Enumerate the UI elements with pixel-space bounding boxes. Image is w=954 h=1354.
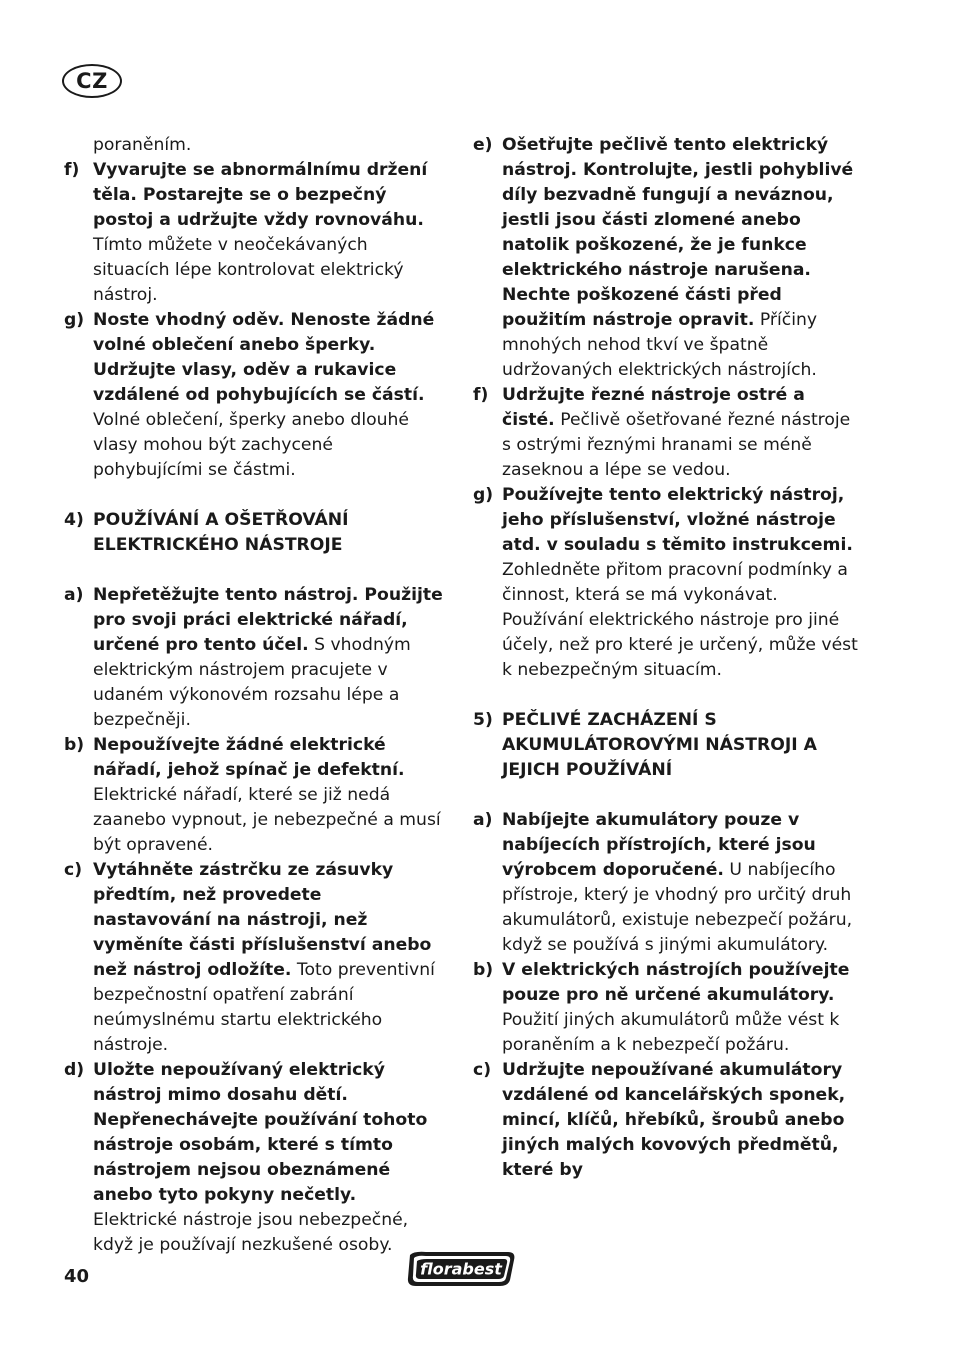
section-number: 5) bbox=[473, 710, 493, 730]
item-normal-text: Volné oblečení, šperky anebo dlouhé vlasy mohou být zachycené pohybujícími se částmi. bbox=[93, 410, 409, 480]
item-bold-text: Ošetřujte pečlivě tento elektrický nástroj. Kontrolujte, jestli pohyblivé díly bezvadně fungují a neváznou, jestli jsou části zlomené anebo natolik poškozené, že je funkce elektrického nástroje narušena. Nechte poškozené části před použitím nástroje opravit. bbox=[502, 135, 854, 330]
item-label: f) bbox=[64, 160, 80, 180]
left-column bbox=[64, 133, 444, 1258]
item-text bbox=[93, 583, 444, 733]
item-bold-text: Vytáhněte zástrčku ze zásuvky předtím, než provedete nastavování na nástroji, než vyměníte části příslušenství anebo než nástroj odložíte. bbox=[93, 860, 432, 980]
section-title: POUŽÍVÁNÍ A OŠETŘOVÁNÍ ELEKTRICKÉHO NÁSTROJE bbox=[93, 510, 349, 555]
list-item-c bbox=[64, 858, 444, 1058]
item-bold-text: Udržujte řezné nástroje ostré a čisté. bbox=[502, 385, 805, 430]
item-normal-text: U nabíjecího přístroje, který je vhodný pro určitý druh akumulátorů, existuje nebezpečí požáru, když se používá s jinými akumulátory. bbox=[502, 860, 853, 955]
florabest-logo bbox=[404, 1249, 518, 1289]
item-label: d) bbox=[64, 1060, 85, 1080]
item-normal-text: Elektrické nástroje jsou nebezpečné, když je používají nezkušené osoby. bbox=[93, 1210, 409, 1255]
item-normal-text: Příčiny mnohých nehod tkví ve špatně udržovaných elektrických nástrojích. bbox=[502, 310, 818, 380]
list-item-b bbox=[64, 733, 444, 858]
item-bold-text: Udržujte nepoužívané akumulátory vzdálené od kancelářských sponek, mincí, klíčů, hřebíků, šroubů anebo jiných malých kovových předmětů, které by bbox=[502, 1060, 846, 1180]
list-item-c bbox=[473, 1058, 863, 1183]
section-heading-5 bbox=[473, 708, 863, 783]
list-item-b bbox=[473, 958, 863, 1058]
item-label: b) bbox=[64, 735, 85, 755]
item-text bbox=[93, 158, 444, 308]
section-number: 4) bbox=[64, 510, 84, 530]
item-text bbox=[502, 383, 863, 483]
list-item-g bbox=[64, 308, 444, 483]
item-text bbox=[93, 1058, 444, 1258]
item-text bbox=[502, 483, 863, 683]
section-heading-4 bbox=[64, 508, 444, 558]
item-bold-text: Uložte nepoužívaný elektrický nástroj mimo dosahu dětí. Nepřenechávejte používání tohoto nástroje osobám, které s tímto nástrojem nejsou obeznámené anebo tyto pokyny nečetly. bbox=[93, 1060, 428, 1205]
item-text bbox=[93, 858, 444, 1058]
right-column bbox=[473, 133, 863, 1183]
item-label: c) bbox=[64, 860, 83, 880]
item-normal-text: Zohledněte přitom pracovní podmínky a činnost, která se má vykonávat. Používání elektrického nástroje pro jiné účely, než pro které je určený, může vést k nebezpečným situacím. bbox=[502, 560, 858, 680]
list-item-f bbox=[473, 383, 863, 483]
item-text bbox=[502, 958, 863, 1058]
item-normal-text: Elektrické nářadí, které se již nedá zaanebo vypnout, je nebezpečné a musí být opravené. bbox=[93, 785, 441, 855]
list-item-f bbox=[64, 158, 444, 308]
item-bold-text: Nepoužívejte žádné elektrické nářadí, jehož spínač je defektní. bbox=[93, 735, 405, 780]
item-label: g) bbox=[64, 310, 85, 330]
list-item-a bbox=[64, 583, 444, 733]
item-bold-text: Používejte tento elektrický nástroj, jeho příslušenství, vložné nástroje atd. v souladu s těmito instrukcemi. bbox=[502, 485, 853, 555]
item-label: a) bbox=[473, 810, 493, 830]
item-label: c) bbox=[473, 1060, 492, 1080]
item-text bbox=[93, 308, 444, 483]
item-text bbox=[502, 1058, 863, 1183]
item-bold-text: Noste vhodný oděv. Nenoste žádné volné oblečení anebo šperky. Udržujte vlasy, oděv a rukavice vzdálené od pohybujících se částí. bbox=[93, 310, 435, 405]
item-label: b) bbox=[473, 960, 494, 980]
item-text bbox=[93, 733, 444, 858]
list-item-g bbox=[473, 483, 863, 683]
page-number: 40 bbox=[64, 1266, 90, 1287]
item-normal-text: Použití jiných akumulátorů může vést k poraněním a k nebezpečí požáru. bbox=[502, 1010, 840, 1055]
item-bold-text: Nepřetěžujte tento nástroj. Použijte pro svoji práci elektrické nářadí, určené pro tento účel. bbox=[93, 585, 443, 655]
item-label: e) bbox=[473, 135, 493, 155]
item-normal-text: Tímto můžete v neočekávaných situacích lépe kontrolovat elektrický nástroj. bbox=[93, 235, 404, 305]
item-bold-text: Nabíjejte akumulátory pouze v nabíjecích přístrojích, které jsou výrobcem doporučené. bbox=[502, 810, 816, 880]
list-item-e bbox=[473, 133, 863, 383]
item-normal-text: Pečlivě ošetřované řezné nástroje s ostrými řeznými hranami se méně zaseknou a lépe se vedou. bbox=[502, 410, 851, 480]
item-normal-text: Toto preventivní bezpečnostní opatření zabrání neúmyslnému startu elektrického nástroje. bbox=[93, 960, 435, 1055]
list-item-d bbox=[64, 1058, 444, 1258]
item-bold-text: V elektrických nástrojích používejte pouze pro ně určené akumulátory. bbox=[502, 960, 850, 1005]
item-label: g) bbox=[473, 485, 494, 505]
item-text bbox=[502, 133, 863, 383]
logo-text: florabest bbox=[420, 1259, 502, 1279]
item-normal-text: S vhodným elektrickým nástrojem pracujete v udaném výkonovém rozsahu lépe a bezpečněji. bbox=[93, 635, 411, 730]
item-text bbox=[502, 808, 863, 958]
language-badge: CZ bbox=[62, 64, 122, 98]
section-title: PEČLIVÉ ZACHÁZENÍ S AKUMULÁTOROVÝMI NÁSTROJI A JEJICH POUŽÍVÁNÍ bbox=[502, 710, 817, 780]
list-item-a bbox=[473, 808, 863, 958]
item-label: a) bbox=[64, 585, 84, 605]
item-label: f) bbox=[473, 385, 489, 405]
item-bold-text: Vyvarujte se abnormálnímu držení těla. Postarejte se o bezpečný postoj a udržujte vždy rovnováhu. bbox=[93, 160, 428, 230]
continuation-text: poraněním. bbox=[93, 135, 192, 155]
